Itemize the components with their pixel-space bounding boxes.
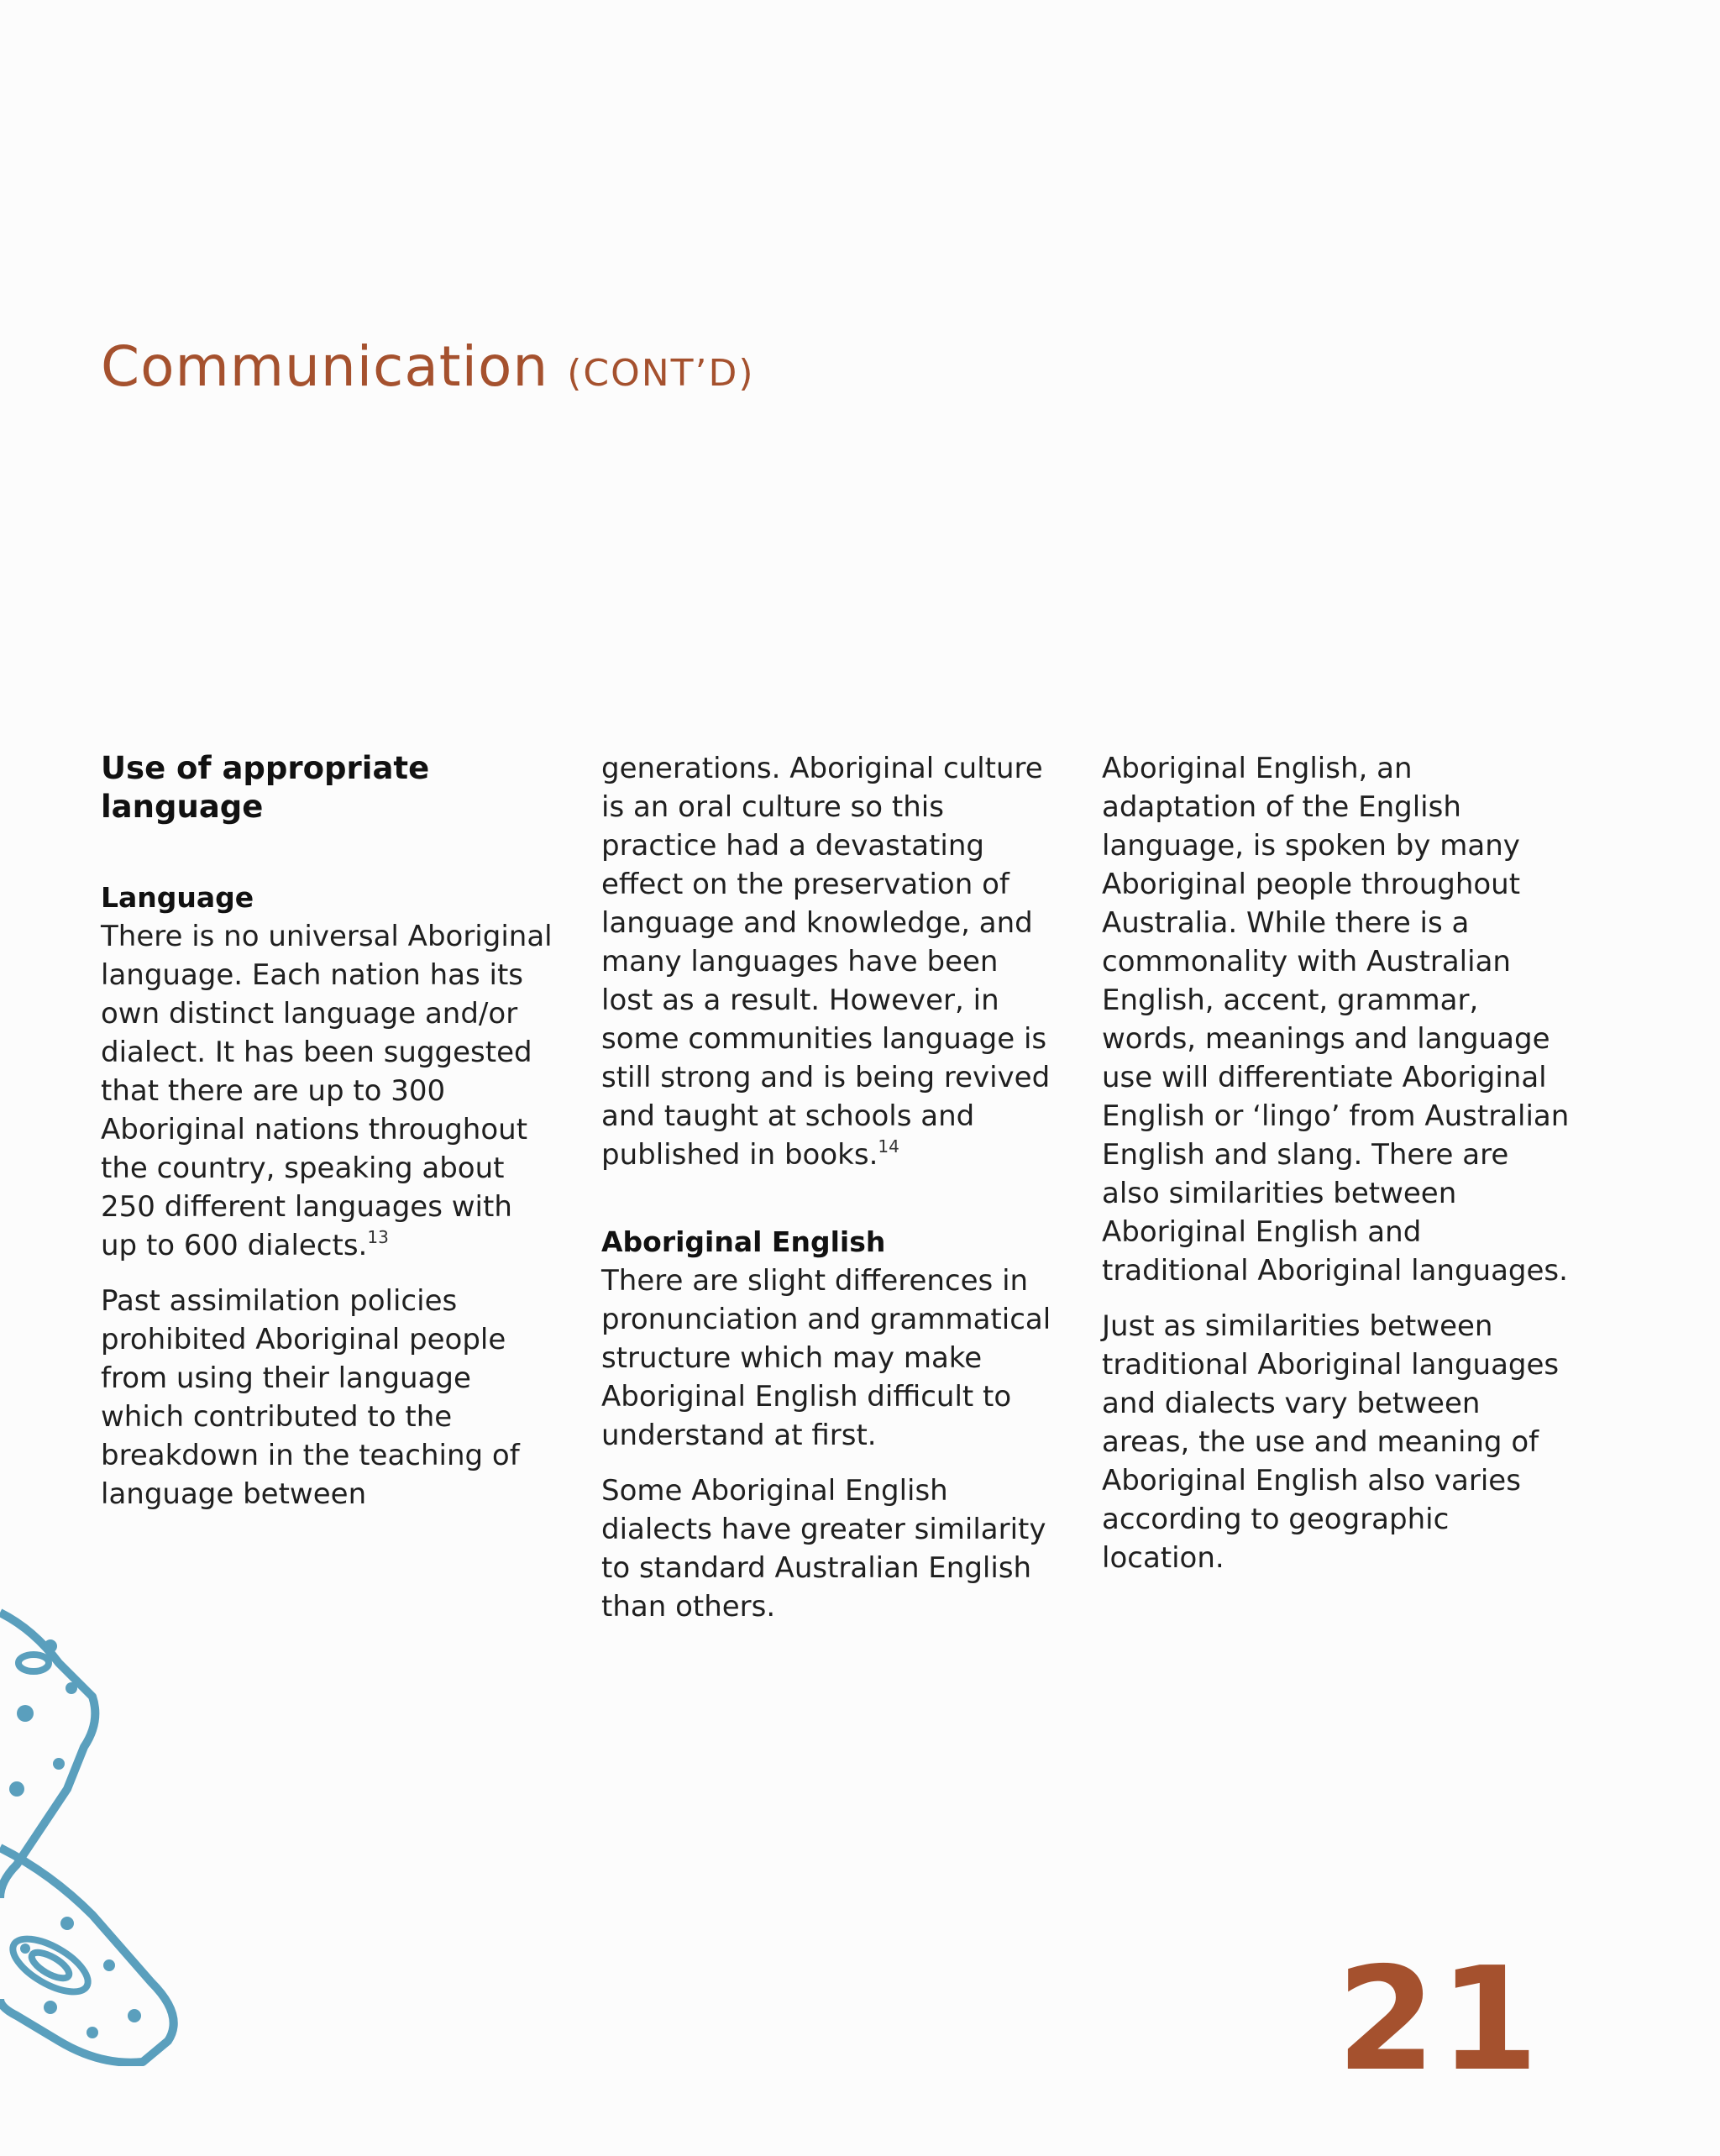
page-number: 21 bbox=[1336, 1937, 1542, 2103]
paragraph: Just as similarities between traditional Aboriginal languages and dialects vary between areas, the use and meaning of Aboriginal English also varies according to geographic location. bbox=[1102, 1309, 1560, 1575]
text-column-3 bbox=[1102, 749, 1572, 1594]
footnote-ref: 13 bbox=[367, 1227, 389, 1247]
text-column-1 bbox=[101, 749, 554, 1530]
page-title-text: Communication bbox=[101, 334, 549, 399]
paragraph: Some Aboriginal English dialects have greater similarity to standard Australian English than others. bbox=[601, 1474, 1046, 1624]
paragraph-text: There is no universal Aboriginal language. Each nation has its own distinct language and/or dialect. It has been suggested that there are up to 300 Aboriginal nations throughout the country, speaking about 250 different languages with up to 600 dialects. bbox=[101, 920, 553, 1262]
paragraph bbox=[601, 749, 1055, 1174]
paragraph: There are slight differences in pronunciation and grammatical structure which may make Aboriginal English difficult to understand at first. bbox=[601, 1264, 1051, 1452]
paragraph: Aboriginal English, an adaptation of the English language, is spoken by many Aboriginal people throughout Australia. While there is a commonality with Australian English, accent, grammar, words, meanings and language use will differentiate Aboriginal English or ‘lingo’ from Australian English and slang. There are also similarities between Aboriginal English and traditional Aboriginal languages. bbox=[1102, 752, 1570, 1288]
subheading-language: Language bbox=[101, 881, 254, 914]
aboriginal-art-decoration bbox=[0, 1596, 202, 2066]
paragraph-text: generations. Aboriginal culture is an oral culture so this practice had a devastating effect on the preservation of language and knowledge, and many languages have been lost as a result. However, in some communities language is still strong and is being revived and taught at schools and published in books. bbox=[601, 752, 1051, 1172]
footnote-ref: 14 bbox=[878, 1136, 899, 1157]
paragraph bbox=[101, 917, 554, 1265]
paragraph: Past assimilation policies prohibited Aboriginal people from using their language which contributed to the breakdown in the teaching of language between bbox=[101, 1284, 520, 1511]
subheading-aboriginal-english: Aboriginal English bbox=[601, 1225, 886, 1258]
page-title bbox=[101, 334, 755, 399]
text-column-2 bbox=[601, 749, 1055, 1643]
section-heading: Use of appropriate language bbox=[101, 750, 430, 825]
page-title-suffix: (CONT’D) bbox=[567, 352, 755, 395]
